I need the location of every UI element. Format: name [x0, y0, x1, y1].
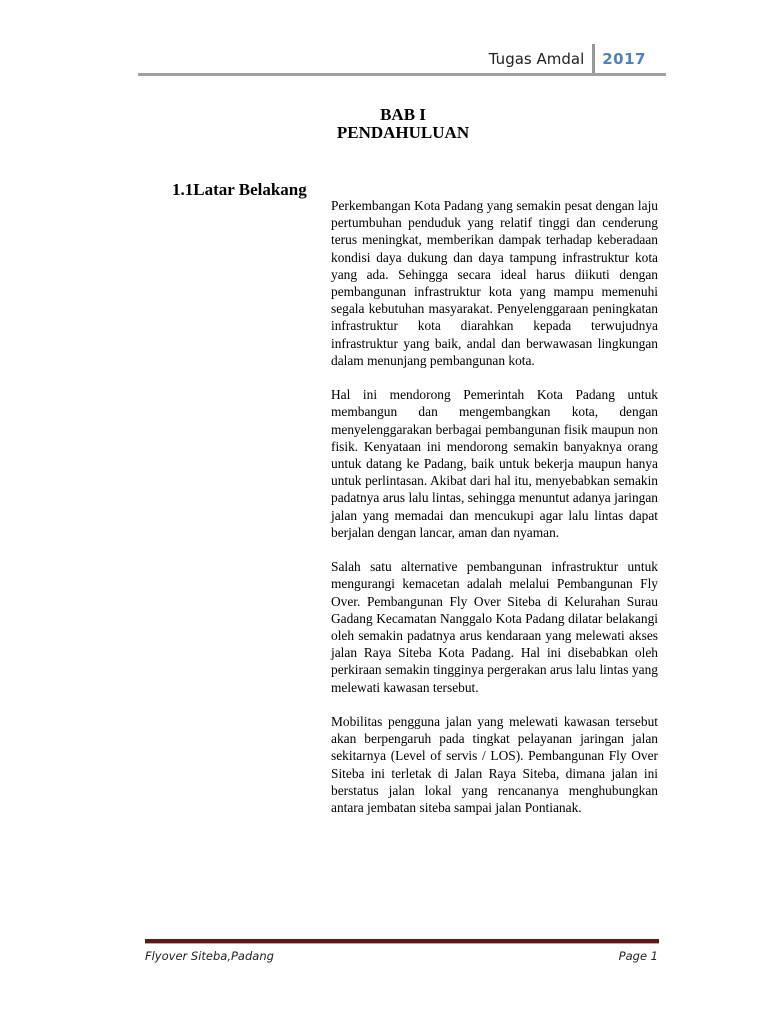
page-header — [489, 44, 646, 74]
section-heading: 1.1Latar Belakang — [172, 180, 307, 199]
paragraph: Perkembangan Kota Padang yang semakin pesat dengan laju pertumbuhan penduduk yang relatif tinggi dan cenderung terus meningkat, memberikan dampak terhadap keberadaan kondisi daya dukung dan daya tampung infrastruktur kota yang ada. Sehingga secara ideal harus diikuti dengan pembangunan infrastruktur kota yang mampu memenuhi segala kebutuhan masyarakat. Penyelenggaraan peningkatan infrastruktur kota diarahkan kepada terwujudnya infrastruktur yang baik, andal dan berwawasan lingkungan dalam menunjang pembangunan kota. — [331, 198, 658, 368]
chapter-number: BAB I — [380, 105, 426, 124]
footer-document-title: Flyover Siteba,Padang — [145, 949, 274, 963]
header-rule — [138, 73, 666, 76]
header-title: Tugas Amdal — [488, 50, 585, 68]
body-text — [331, 197, 658, 833]
header-year: 2017 — [602, 50, 646, 68]
paragraph: Salah satu alternative pembangunan infrastruktur untuk mengurangi kemacetan adalah melalui Pembangunan Fly Over. Pembangunan Fly Over Siteba di Kelurahan Surau Gadang Kecamatan Nanggalo Kota Padang dilatar belakangi oleh semakin padatnya arus kendaraan yang melewati akses jalan Raya Siteba Kota Padang. Hal ini disebabkan oleh perkiraan semakin tingginya pergerakan arus lalu lintas yang melewati kawasan tersebut. — [331, 559, 658, 695]
paragraph: Hal ini mendorong Pemerintah Kota Padang untuk membangun dan mengembangkan kota, dengan menyelenggarakan berbagai pembangunan fisik maupun non fisik. Kenyataan ini mendorong semakin banyaknya orang untuk datang ke Padang, baik untuk bekerja maupun hanya untuk perlintasan. Akibat dari hal itu, menyebabkan semakin padatnya arus lalu lintas, sehingga menuntut adanya jaringan jalan yang memadai dan mencukupi agar lalu lintas dapat berjalan dengan lancar, aman dan nyaman. — [331, 387, 658, 540]
paragraph: Mobilitas pengguna jalan yang melewati kawasan tersebut akan berpengaruh pada tingkat pelayanan jaringan jalan sekitarnya (Level of servis / LOS). Pembangunan Fly Over Siteba ini terletak di Jalan Raya Siteba, dimana jalan ini berstatus jalan lokal yang rencananya menghubungkan antara jembatan siteba sampai jalan Pontianak. — [331, 714, 658, 816]
footer-page-number: Page 1 — [618, 949, 658, 963]
chapter-title: PENDAHULUAN — [336, 123, 470, 142]
footer-rule-thin — [145, 943, 659, 944]
